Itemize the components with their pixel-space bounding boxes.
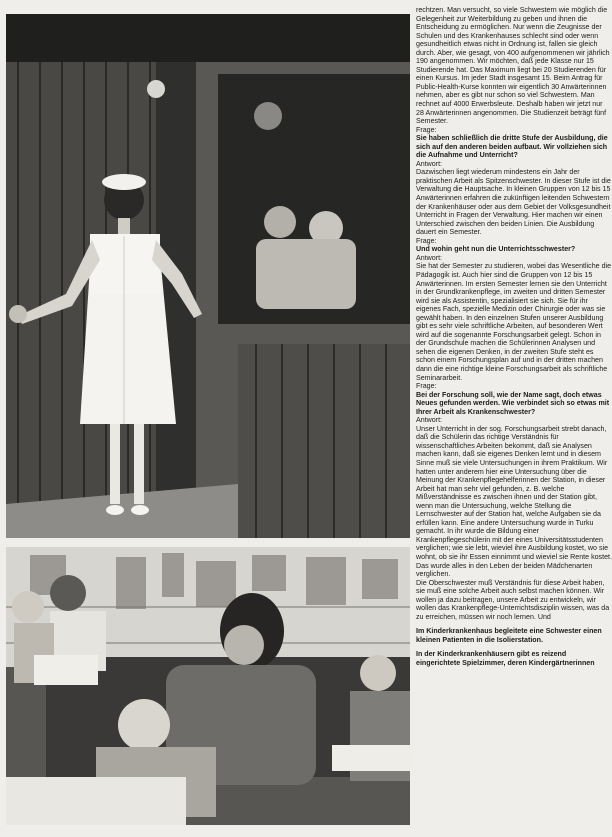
- interview-label: Antwort:: [416, 253, 443, 262]
- article-paragraph: Unser Unterricht in der sog. Forschungsarbeit strebt danach, daß die Schülerin das richtige Verständnis für wissenschaftliches Arbeiten bekommt, daß sie Analysen machen kann, daß sie eigenes Denken lernt und in diesem Sinne muß sie viele Untersuchungen in ihrem Praktikum. Wir hatten unter anderem hier eine Untersuchung über die Meinung der Krankenpflegehelferinnen der Station, in dieser Arbeit hat man sehr viel gefunden, z. B. welche Mißverständnisse es zwischen ihnen und der Station gibt, wenn man die Untersuchung, welche Stellung die Lernschwester auf der Station hat, welche Aufgaben sie da erfüllen kann. Eine andere Untersuchung wurde in Turku gemacht. In ihr wurde die Bildung einer Krankenpflegeschülerin mit der eines Universitätsstudenten verglichen; wie sie lebt, wieviel ihre Ausbildung kostet, wo sie wohnt, ob sie ihr Essen einnimmt und wieviel sie Rente kostet. Das wurde alles in den Leben der beiden Mädchenarten verglichen.: [416, 424, 612, 579]
- interview-label: Frage:: [416, 236, 437, 245]
- article-paragraph: Die Oberschwester muß Verständnis für diese Arbeit haben, sie muß eine solche Arbeit auch selbst machen können. Wir wollen ja dazu beitragen, unsere Arbeit zu entwickeln, wir wollen das Krankenpflege-Unterrichtsdisziplin wissen, was da zu erreichen, müssen wir noch lernen. Und: [416, 578, 610, 621]
- photo-caption-top: Im Kinderkrankenhaus begleitete eine Schwester einen kleinen Patienten in die Isolierstation.: [416, 627, 602, 644]
- interview-label: Frage:: [416, 382, 437, 391]
- nurse-doorway-photo: [6, 14, 410, 538]
- article-paragraph: Sie hat der Semester zu studieren, wobei das Wesentliche die Pädagogik ist. Auch hier sind die Gruppen von 12 bis 15 Anwärterinnen. Im ersten Semester lernen sie den Unterricht in der Grundkrankenpflege, im zweiten und dritten Semester wird sie als Assistentin, spezialisiert sie sich. Sie für ihr eigenes Fach, spezielle Medizin oder Chirurgie oder was sie gewählt haben. In den einzelnen Stufen unserer Ausbildung gibt es sehr viele schriftliche Arbeiten, auf besonderen Wert wird auf die sogenannte Forschungsarbeit gelegt. Schon in der Grundschule machen die Schülerinnen Analysen und sehen die eigenen Denken, in der zweiten Stufe steht es schon einem Forschungsplan auf und in der dritten machen dann die eine richtige kleine Forschungsarbeit als schriftliche Seminararbeit.: [416, 262, 612, 382]
- photo-caption-bottom: In der Kinderkrankenhäusern gibt es reizend eingerichtete Spielzimmer, deren Kindergärtnerinnen: [416, 650, 595, 668]
- article-paragraph: Dazwischen liegt wiederum mindestens ein Jahr der praktischen Arbeit als Spitzenschwester. In dieser Stufe ist die Verwaltung die Hauptsache. In kleinen Gruppen von 12 bis 15 Anwärterinnen erfahren die zukünftigen leitenden Schwestern der Krankenhäuser oder aus dem Gebiet der Volksgesundheit Unterricht in Fragen der Verwaltung. Hier machen wir einen Unterschied zwischen den beiden Linien. Die Ausbildung dauert ein Semester.: [416, 168, 611, 237]
- interview-label: Antwort:: [416, 159, 443, 168]
- playroom-photo: [6, 547, 410, 825]
- interview-label: Frage:: [416, 125, 437, 134]
- interview-question: Bei der Forschung soll, wie der Name sagt, doch etwas Neues gefunden werden. Wie verbindet sich so etwas mit Ihrer Arbeit als Krankenschwester?: [416, 390, 610, 416]
- article-paragraph: rechtzen. Man versucht, so viele Schwestern wie möglich die Gelegenheit zur Weiterbildung zu geben und ihnen die Entscheidung zu ermöglichen. Nur wenn die Zeugnisse der Schulen und des Krankenhauses schlecht sind oder wenn gesundheitlich etwas nicht in Ordnung ist, fallen sie gleich durch. Aber, wie gesagt, von 400 aufgenommenen wir jährlich 190 angenommen. Wir möchten, daß jede Klasse nur 15 Studierende hat. Das Maximum liegt bei 20 Studierenden für einen Kursus. Im jeder Stadt insgesamt 15. Beim Antrag für Public-Health-Kurse konnten wir eigentlich 30 Anwärterinnen nehmen, aber es gibt nur schon so viel Schwestern. Man rechnet auf 4000 Erwerbsleute. Deshalb haben wir jetzt nur 28 Anwärterinnen angenommen. Die Studienzeit beträgt fünf Semester.: [416, 6, 610, 126]
- interview-label: Antwort:: [416, 416, 443, 425]
- interview-question: Und wohin geht nun die Unterrichtsschwester?: [416, 245, 576, 254]
- interview-question: Sie haben schließlich die dritte Stufe der Ausbildung, die sich auf den anderen beiden aufbaut. Wir vollziehen sich die Aufnahme und Unterricht?: [416, 134, 608, 160]
- article-text-column: [416, 6, 612, 832]
